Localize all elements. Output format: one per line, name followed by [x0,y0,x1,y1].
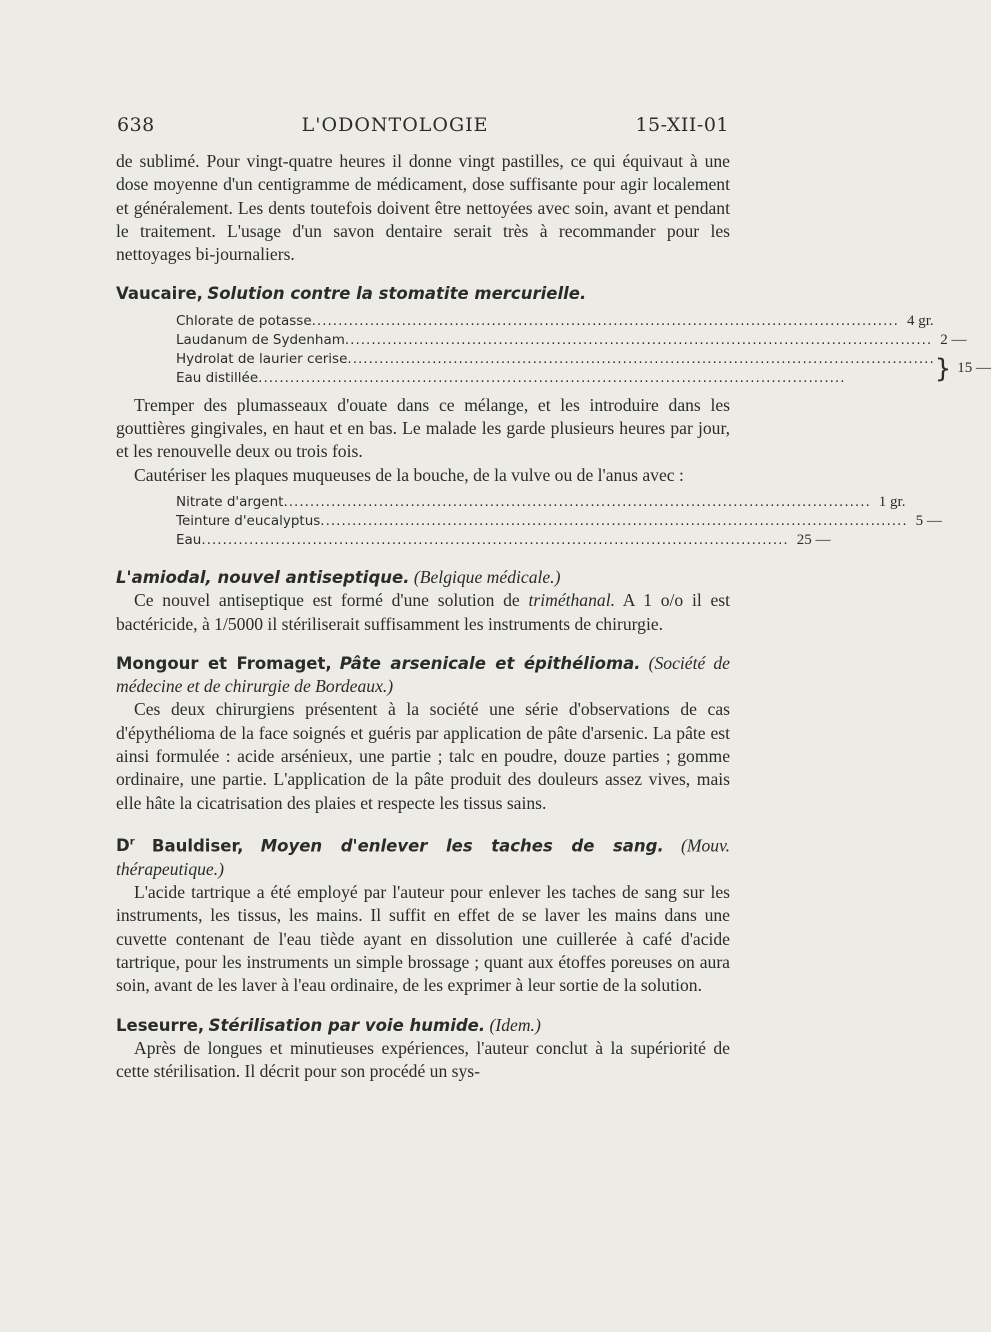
journal-title: L'ODONTOLOGIE [301,114,489,136]
vaucaire-paragraph-1: Tremper des plumasseaux d'ouate dans ce mélange, et les introduire dans les gouttières gingivales, en haut et en bas. Le malade les garde plusieurs heures par jour, et les renouvelle deux ou trois fois. [116,394,730,462]
recipe-row: Hydrolat de laurier cerise ..... [176,350,935,369]
recipe-nitrate [176,493,942,550]
entry-source: (Mouv. thérapeutique.) [116,835,730,879]
recipe-grouped-rows: Hydrolat de laurier cerise ..... Eau distillée ..... } 15 — [176,350,656,388]
entry-source: (Belgique médicale.) [413,566,561,587]
entry-source: (Idem.) [489,1014,541,1035]
issue-date: 15-XII-01 [635,114,729,136]
recipe-row: Nitrate d'argent ..... 1 gr. [176,493,656,512]
entry-title-leseurre [116,1014,730,1037]
bauldiser-paragraph: L'acide tartrique a été employé par l'auteur pour enlever les taches de sang sur les instruments, les tissus, les mains. Il suffit en effet de se laver les mains dans une cuvette contenant de l'eau tiède ayant en dissolution une cuillerée à café d'acide tartrique, pour les instruments un simple brossage ; quant aux étoffes poreuses on aura soin, avant de les laver à l'eau ordinaire, de les exprimer à leur sortie de la solution. [116,882,730,996]
entry-author-prefix: $D^r$ [116,836,135,856]
recipe-row: Teinture d'eucalyptus ..... 5 — [176,512,656,531]
entry-source: (Société de médecine et de chirurgie de Bordeaux.) [116,652,730,697]
entry-author: Vaucaire, [116,284,203,304]
page-number: 638 [117,114,155,136]
entry-author: Leseurre, [116,1015,205,1035]
mongour-paragraph: Ces deux chirurgiens présentent à la société une série d'observations de cas d'épythélioma de la face soignés et guéris par application de pâte d'arsenic. La pâte est ainsi formulée : acide arsénieux, une partie ; talc en poudre, douze parties ; gomme ordinaire, une partie. L'application de la pâte produit des douleurs assez vives, mais elle hâte la cicatrisation des plaies et respecte les tissus sains. [116,699,730,813]
entry-title-vaucaire [116,282,730,305]
entry-title-bauldiser [116,831,730,881]
recipe-row: Eau distillée ..... [176,369,935,388]
page-body [116,150,991,1083]
entry-subject: Pâte arsenicale et épithélioma. [339,653,641,673]
entry-title-mongour [116,652,730,699]
running-header [117,114,729,136]
intro-paragraph: de sublimé. Pour vingt-quatre heures il donne vingt pastilles, ce qui équivaut à une dose moyenne d'un centigramme de médicament, dose suffisante pour agir localement et généralement. Les dents toutefois doivent être nettoyées avec soin, avant et pendant le traitement. L'usage d'un savon dentaire serait très à recommander pour les nettoyages bi-journaliers. [116,151,730,265]
curly-brace: } [934,353,952,384]
entry-subject: L'amiodal, nouvel antiseptique. [116,567,410,587]
vaucaire-paragraph-2: Cautériser les plaques muqueuses de la bouche, de la vulve ou de l'anus avec : [134,464,684,485]
recipe-row: Chlorate de potasse ..... 4 gr. [176,312,656,331]
entry-subject: Moyen d'enlever les taches de sang. [260,836,664,856]
entry-subject: Stérilisation par voie humide. [208,1015,486,1035]
leseurre-paragraph: Après de longues et minutieuses expériences, l'auteur conclut à la supériorité de cette stérilisation. Il décrit pour son procédé un sys- [116,1037,730,1082]
entry-title-amiodal [116,566,730,589]
recipe-row: Eau ..... 25 — [176,531,656,550]
recipe-row: Laudanum de Sydenham ..... 2 — [176,331,656,350]
entry-author: Mongour et Fromaget, [116,653,332,673]
entry-author: Bauldiser, [151,836,244,856]
amiodal-paragraph: Ce nouvel antiseptique est formé d'une solution de triméthanal. A 1 o/o il est bactéricide, à 1/5000 il stériliserait suffisamment les instruments de chirurgie. [116,590,730,634]
entry-subject: Solution contre la stomatite mercurielle. [207,284,587,304]
recipe-stomatite [176,312,991,388]
